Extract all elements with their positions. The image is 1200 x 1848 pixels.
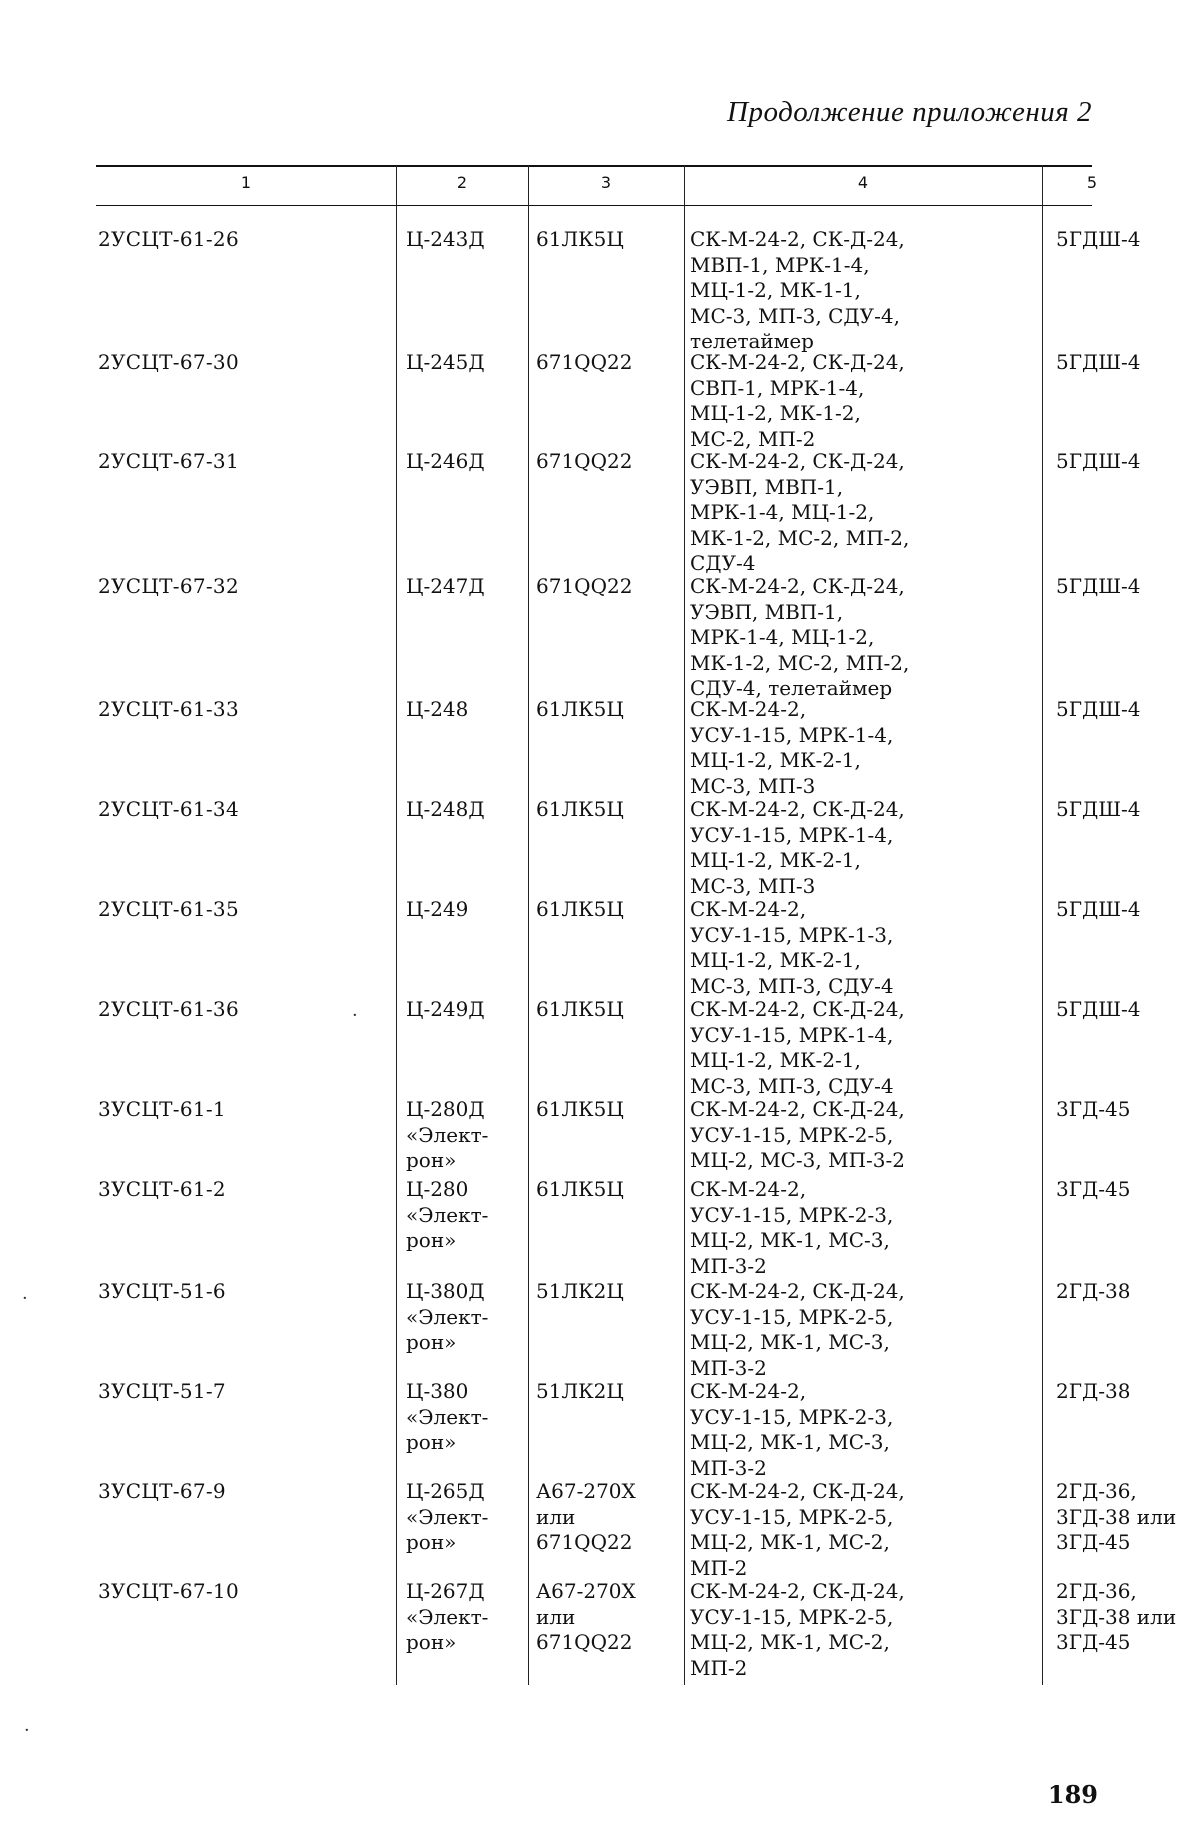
- table-cell-col-4: СК-М-24-2, УСУ-1-15, МРК-1-3, МЦ-1-2, МК-2-1, МС-3, МП-3, СДУ-4: [690, 897, 894, 998]
- table-cell-col-4: СК-М-24-2, СК-Д-24, УСУ-1-15, МРК-2-5, МЦ-2, МК-1, МС-2, МП-2: [690, 1579, 905, 1680]
- table-cell-col-4: СК-М-24-2, СК-Д-24, МВП-1, МРК-1-4, МЦ-1-2, МК-1-1, МС-3, МП-3, СДУ-4, телетаймер: [690, 227, 905, 353]
- column-divider: [1042, 165, 1043, 1685]
- table-cell-col-2: Ц-247Д: [406, 574, 485, 598]
- table-cell-col-2: Ц-249Д: [406, 997, 485, 1021]
- table-cell-col-1: 2УСЦТ-61-33: [98, 697, 239, 721]
- column-divider: [396, 165, 397, 1685]
- table-cell-col-1: 2УСЦТ-61-26: [98, 227, 239, 251]
- table-cell-col-1: 3УСЦТ-51-7: [98, 1379, 226, 1403]
- table-cell-col-4: СК-М-24-2, СК-Д-24, УСУ-1-15, МРК-2-5, МЦ-2, МК-1, МС-2, МП-2: [690, 1479, 905, 1580]
- table-cell-col-2: Ц-246Д: [406, 449, 485, 473]
- appendix-table: [96, 165, 1177, 1685]
- table-cell-col-5: 3ГД-45: [1056, 1177, 1131, 1201]
- table-cell-col-3: 671QQ22: [536, 350, 633, 374]
- table-cell-col-2: Ц-380Д «Элект- рон»: [406, 1279, 489, 1354]
- print-speck: ·: [24, 1720, 30, 1741]
- table-cell-col-5: 5ГДШ-4: [1056, 227, 1141, 251]
- table-cell-col-4: СК-М-24-2, УСУ-1-15, МРК-2-3, МЦ-2, МК-1, МС-3, МП-3-2: [690, 1379, 894, 1480]
- table-cell-col-3: 51ЛК2Ц: [536, 1379, 624, 1403]
- table-cell-col-2: Ц-265Д «Элект- рон»: [406, 1479, 489, 1554]
- table-cell-col-4: СК-М-24-2, СК-Д-24, УСУ-1-15, МРК-2-5, МЦ-2, МК-1, МС-3, МП-3-2: [690, 1279, 905, 1380]
- table-cell-col-2: Ц-280Д «Элект- рон»: [406, 1097, 489, 1172]
- table-cell-col-1: 2УСЦТ-61-34: [98, 797, 239, 821]
- table-cell-col-5: 5ГДШ-4: [1056, 350, 1141, 374]
- table-cell-col-1: 3УСЦТ-67-9: [98, 1479, 226, 1503]
- table-cell-col-1: 2УСЦТ-67-32: [98, 574, 239, 598]
- table-cell-col-3: 61ЛК5Ц: [536, 897, 624, 921]
- print-speck: ·: [352, 1005, 358, 1026]
- table-cell-col-3: А67-270Х или 671QQ22: [536, 1579, 636, 1654]
- table-cell-col-1: 3УСЦТ-61-1: [98, 1097, 226, 1121]
- page-number: 189: [1047, 1780, 1098, 1809]
- table-cell-col-5: 5ГДШ-4: [1056, 449, 1141, 473]
- table-cell-col-5: 5ГДШ-4: [1056, 574, 1141, 598]
- table-top-rule: [96, 165, 1092, 167]
- column-number-2: 2: [456, 173, 468, 192]
- print-speck: ·: [22, 1288, 28, 1309]
- table-cell-col-4: СК-М-24-2, СК-Д-24, УЭВП, МВП-1, МРК-1-4, МЦ-1-2, МК-1-2, МС-2, МП-2, СДУ-4: [690, 449, 910, 575]
- table-cell-col-5: 5ГДШ-4: [1056, 897, 1141, 921]
- column-number-3: 3: [600, 173, 612, 192]
- table-cell-col-3: 61ЛК5Ц: [536, 1097, 624, 1121]
- table-cell-col-2: Ц-243Д: [406, 227, 485, 251]
- column-divider: [684, 165, 685, 1685]
- table-cell-col-4: СК-М-24-2, СК-Д-24, УСУ-1-15, МРК-1-4, МЦ-1-2, МК-2-1, МС-3, МП-3: [690, 797, 905, 898]
- table-cell-col-3: 51ЛК2Ц: [536, 1279, 624, 1303]
- table-cell-col-2: Ц-280 «Элект- рон»: [406, 1177, 489, 1252]
- table-cell-col-3: А67-270Х или 671QQ22: [536, 1479, 636, 1554]
- table-cell-col-4: СК-М-24-2, СК-Д-24, УСУ-1-15, МРК-2-5, МЦ-2, МС-3, МП-3-2: [690, 1097, 905, 1172]
- table-header-rule: [96, 205, 1092, 206]
- table-cell-col-4: СК-М-24-2, СК-Д-24, УЭВП, МВП-1, МРК-1-4, МЦ-1-2, МК-1-2, МС-2, МП-2, СДУ-4, телетаймер: [690, 574, 910, 700]
- table-cell-col-5: 3ГД-45: [1056, 1097, 1131, 1121]
- column-divider: [528, 165, 529, 1685]
- table-cell-col-3: 61ЛК5Ц: [536, 797, 624, 821]
- table-cell-col-1: 2УСЦТ-67-31: [98, 449, 239, 473]
- table-cell-col-1: 2УСЦТ-67-30: [98, 350, 239, 374]
- table-cell-col-5: 2ГД-38: [1056, 1279, 1131, 1303]
- table-cell-col-2: Ц-249: [406, 897, 469, 921]
- table-cell-col-1: 3УСЦТ-51-6: [98, 1279, 226, 1303]
- table-cell-col-5: 5ГДШ-4: [1056, 697, 1141, 721]
- table-cell-col-1: 3УСЦТ-67-10: [98, 1579, 239, 1603]
- table-cell-col-4: СК-М-24-2, СК-Д-24, УСУ-1-15, МРК-1-4, МЦ-1-2, МК-2-1, МС-3, МП-3, СДУ-4: [690, 997, 905, 1098]
- table-cell-col-5: 2ГД-36, 3ГД-38 или 3ГД-45: [1056, 1579, 1177, 1654]
- column-number-4: 4: [857, 173, 869, 192]
- table-cell-col-2: Ц-248: [406, 697, 469, 721]
- table-cell-col-1: 2УСЦТ-61-35: [98, 897, 239, 921]
- table-cell-col-5: 5ГДШ-4: [1056, 997, 1141, 1021]
- table-cell-col-5: 5ГДШ-4: [1056, 797, 1141, 821]
- table-cell-col-2: Ц-245Д: [406, 350, 485, 374]
- column-number-1: 1: [240, 173, 252, 192]
- table-cell-col-4: СК-М-24-2, СК-Д-24, СВП-1, МРК-1-4, МЦ-1-2, МК-1-2, МС-2, МП-2: [690, 350, 905, 451]
- table-cell-col-3: 61ЛК5Ц: [536, 1177, 624, 1201]
- table-cell-col-4: СК-М-24-2, УСУ-1-15, МРК-1-4, МЦ-1-2, МК-2-1, МС-3, МП-3: [690, 697, 894, 798]
- table-cell-col-2: Ц-380 «Элект- рон»: [406, 1379, 489, 1454]
- running-head: Продолжение приложения 2: [727, 96, 1092, 128]
- table-cell-col-5: 2ГД-38: [1056, 1379, 1131, 1403]
- table-cell-col-3: 61ЛК5Ц: [536, 227, 624, 251]
- table-cell-col-2: Ц-267Д «Элект- рон»: [406, 1579, 489, 1654]
- table-cell-col-3: 61ЛК5Ц: [536, 997, 624, 1021]
- table-cell-col-4: СК-М-24-2, УСУ-1-15, МРК-2-3, МЦ-2, МК-1, МС-3, МП-3-2: [690, 1177, 894, 1278]
- table-cell-col-1: 3УСЦТ-61-2: [98, 1177, 226, 1201]
- table-cell-col-5: 2ГД-36, 3ГД-38 или 3ГД-45: [1056, 1479, 1177, 1554]
- table-cell-col-1: 2УСЦТ-61-36: [98, 997, 239, 1021]
- table-cell-col-2: Ц-248Д: [406, 797, 485, 821]
- column-number-5: 5: [1086, 173, 1098, 192]
- table-cell-col-3: 671QQ22: [536, 449, 633, 473]
- table-cell-col-3: 61ЛК5Ц: [536, 697, 624, 721]
- table-cell-col-3: 671QQ22: [536, 574, 633, 598]
